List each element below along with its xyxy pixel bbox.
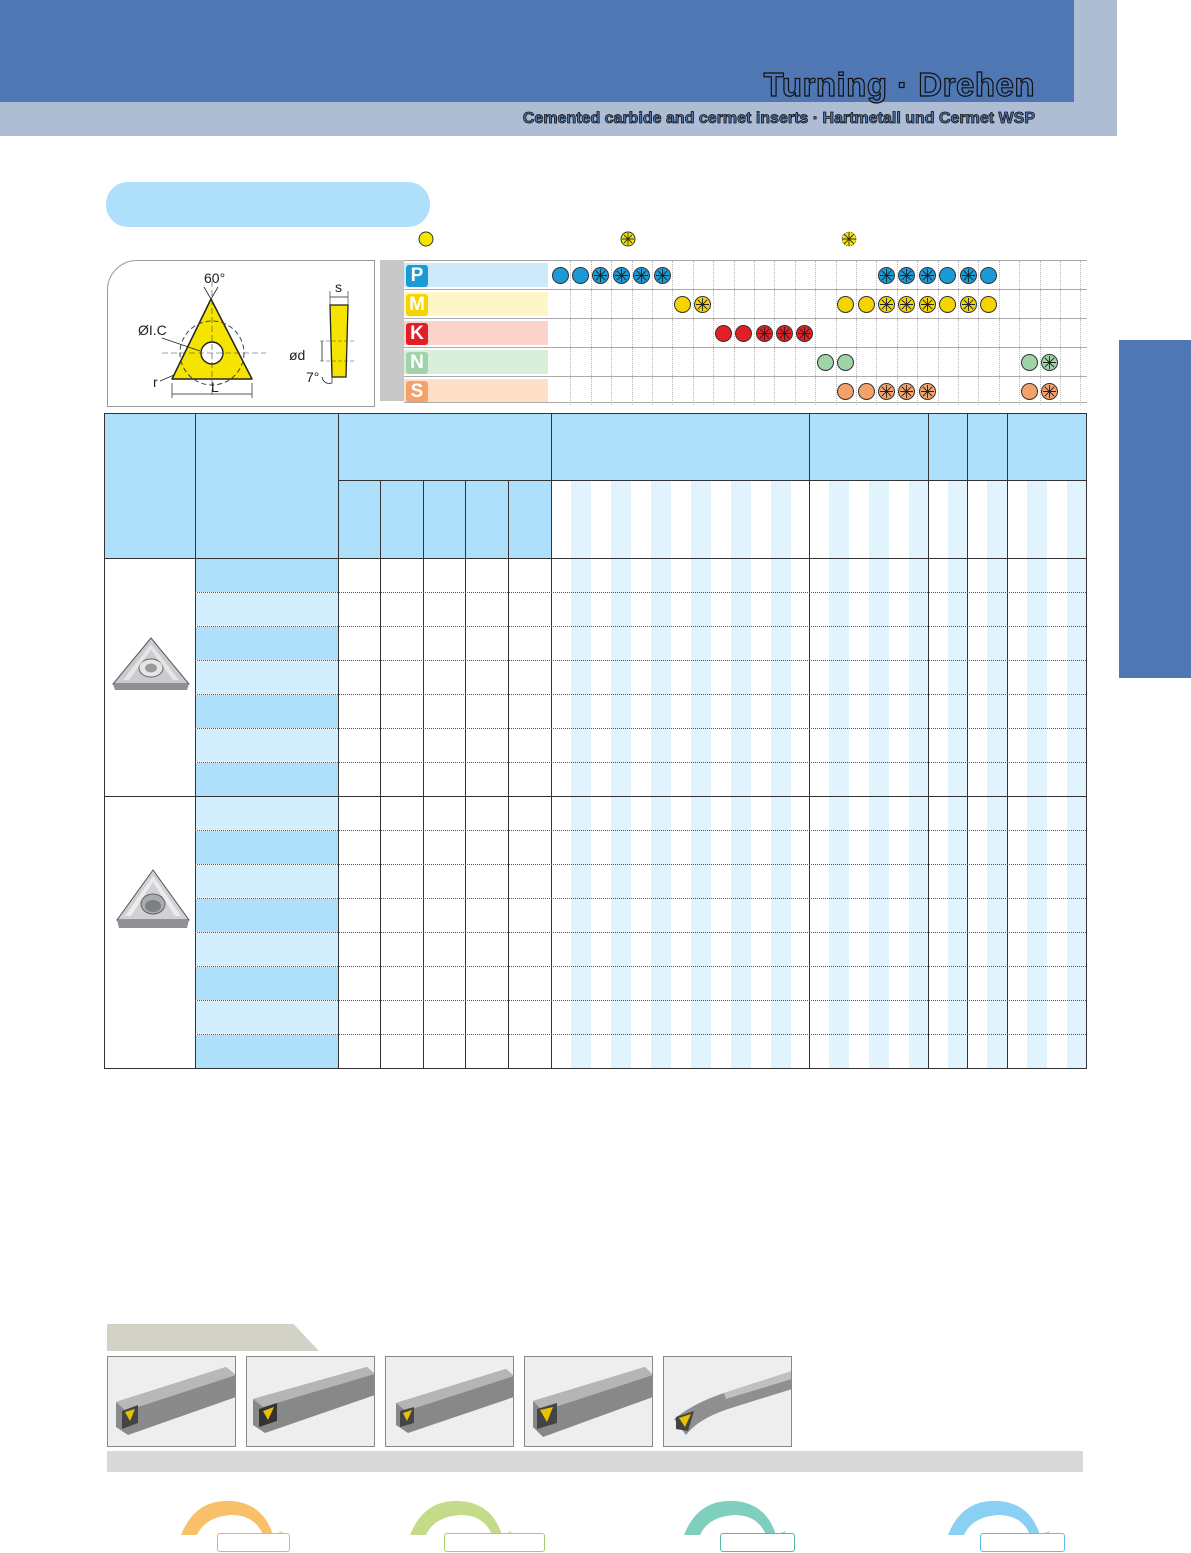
header-cell-dim-sub xyxy=(509,481,551,558)
column-divider xyxy=(967,414,968,1068)
insert-image-pressed xyxy=(113,864,193,930)
grade-column-stripe xyxy=(948,481,967,1068)
grade-star-dot-icon xyxy=(694,296,711,313)
grid-line xyxy=(1040,319,1041,347)
grid-line xyxy=(1080,290,1081,318)
grid-line xyxy=(999,348,1000,376)
designation-cell xyxy=(196,559,338,592)
grade-star-dot-icon xyxy=(613,267,630,284)
grid-line xyxy=(672,319,673,347)
designation-cell xyxy=(196,593,338,626)
grid-line xyxy=(856,261,857,289)
designation-cell xyxy=(196,1035,338,1068)
grid-line xyxy=(570,290,571,318)
grid-line xyxy=(570,319,571,347)
grade-star-dot-icon xyxy=(654,267,671,284)
grid-line xyxy=(815,290,816,318)
grid-line xyxy=(978,319,979,347)
grade-column-stripe xyxy=(691,481,711,1068)
material-letter-k: K xyxy=(406,323,428,345)
material-cells xyxy=(550,348,1087,376)
grade-dot-icon xyxy=(980,267,997,284)
grade-column-stripe xyxy=(771,481,791,1068)
grid-line xyxy=(836,261,837,289)
grid-line xyxy=(1080,319,1081,347)
grid-line xyxy=(1060,290,1061,318)
grid-line xyxy=(815,261,816,289)
grid-line xyxy=(734,377,735,405)
designation-cell xyxy=(196,967,338,1000)
grid-line xyxy=(856,290,857,318)
designation-cell xyxy=(196,933,338,966)
designation-cell xyxy=(196,1001,338,1034)
green-flow-box xyxy=(444,1533,545,1552)
grid-line xyxy=(632,348,633,376)
grid-line xyxy=(856,348,857,376)
material-label-bg xyxy=(404,292,548,316)
grid-line xyxy=(611,290,612,318)
grid-line xyxy=(1060,377,1061,405)
grid-line xyxy=(999,261,1000,289)
material-row-s xyxy=(404,376,1087,404)
grid-line xyxy=(917,319,918,347)
grade-dot-icon xyxy=(735,325,752,342)
material-row-p xyxy=(404,260,1087,288)
grade-star-dot-icon xyxy=(898,383,915,400)
grid-line xyxy=(713,290,714,318)
grade-star-dot-icon xyxy=(919,296,936,313)
grid-line xyxy=(591,290,592,318)
designation-cell xyxy=(196,729,338,762)
grid-line xyxy=(672,261,673,289)
grade-star-dot-icon xyxy=(878,383,895,400)
grid-line xyxy=(1040,290,1041,318)
grade-star-dot-icon xyxy=(1041,354,1058,371)
grid-line xyxy=(693,319,694,347)
header-cell-grades-a xyxy=(552,414,809,480)
grid-line xyxy=(754,348,755,376)
grade-star-dot-icon xyxy=(633,267,650,284)
grade-column-stripe xyxy=(1067,481,1086,1068)
header-side-block xyxy=(1074,0,1117,136)
grade-star-dot-icon xyxy=(960,267,977,284)
grid-line xyxy=(795,377,796,405)
grid-line xyxy=(734,261,735,289)
grid-line xyxy=(938,377,939,405)
designation-cell xyxy=(196,695,338,728)
column-divider xyxy=(1007,414,1008,1068)
grid-line xyxy=(999,290,1000,318)
column-divider xyxy=(508,481,509,1068)
insert-image-ground xyxy=(109,634,193,694)
designation-cell xyxy=(196,899,338,932)
grade-star-dot-icon xyxy=(592,267,609,284)
material-application-grid xyxy=(404,260,1087,403)
grade-star-dot-icon xyxy=(898,267,915,284)
grid-line xyxy=(774,348,775,376)
grid-line xyxy=(672,377,673,405)
grade-column-stripe xyxy=(987,481,1007,1068)
grid-line xyxy=(917,348,918,376)
grid-line xyxy=(591,377,592,405)
material-letter-p: P xyxy=(406,265,428,287)
grid-line xyxy=(652,348,653,376)
grade-dot-icon xyxy=(572,267,589,284)
d-label: ød xyxy=(289,347,306,363)
grade-dot-icon xyxy=(552,267,569,284)
teal-flow-box xyxy=(720,1533,795,1552)
grid-line xyxy=(734,290,735,318)
orange-flow-box xyxy=(217,1533,290,1552)
grid-line xyxy=(856,319,857,347)
grade-star-dot-icon xyxy=(776,325,793,342)
designation-cell xyxy=(196,661,338,694)
grade-column-stripe xyxy=(1027,481,1047,1068)
blue-flow-box xyxy=(980,1533,1065,1552)
grid-line xyxy=(570,348,571,376)
designation-cell xyxy=(196,831,338,864)
angle-top-label: 60° xyxy=(204,270,226,286)
grid-line xyxy=(1060,348,1061,376)
grid-line xyxy=(958,348,959,376)
grid-line xyxy=(958,377,959,405)
grid-line xyxy=(1080,377,1081,405)
material-cells xyxy=(550,377,1087,405)
grid-line xyxy=(672,348,673,376)
grid-line xyxy=(652,319,653,347)
header-cell-dim-sub xyxy=(381,481,423,558)
grid-line xyxy=(999,319,1000,347)
grid-line xyxy=(591,319,592,347)
grid-line xyxy=(713,377,714,405)
grid-line xyxy=(999,377,1000,405)
grid-line xyxy=(1060,261,1061,289)
grid-line xyxy=(632,290,633,318)
grid-line xyxy=(1080,348,1081,376)
section-tab[interactable] xyxy=(1119,340,1191,678)
grid-line xyxy=(774,377,775,405)
grid-line xyxy=(754,290,755,318)
grade-dot-icon xyxy=(980,296,997,313)
grid-line xyxy=(815,377,816,405)
page-title: Turning · Drehen xyxy=(763,66,1035,103)
r-label: r xyxy=(153,374,158,390)
s-label: s xyxy=(335,279,342,295)
grade-dot-icon xyxy=(715,325,732,342)
grid-line xyxy=(938,348,939,376)
material-row-k xyxy=(404,318,1087,346)
legend-circle-icon xyxy=(418,231,434,247)
page-subtitle: Cemented carbide and cermet inserts · Hartmetall und Cermet WSP xyxy=(522,110,1035,127)
grid-line xyxy=(795,348,796,376)
grade-dot-icon xyxy=(837,383,854,400)
grid-line xyxy=(611,319,612,347)
column-divider xyxy=(551,414,552,1068)
designation-cell xyxy=(196,797,338,830)
material-letter-m: M xyxy=(406,294,428,316)
legend-star-circle-icon xyxy=(620,231,636,247)
grade-column-stripe xyxy=(571,481,591,1068)
grade-dot-icon xyxy=(1021,383,1038,400)
material-row-n xyxy=(404,347,1087,375)
grade-dot-icon xyxy=(939,267,956,284)
grade-dot-icon xyxy=(939,296,956,313)
grid-line xyxy=(693,348,694,376)
grade-dot-icon xyxy=(674,296,691,313)
grade-star-dot-icon xyxy=(1041,383,1058,400)
column-divider xyxy=(338,414,339,1068)
grid-line xyxy=(591,348,592,376)
grid-line xyxy=(978,377,979,405)
grid-line xyxy=(734,348,735,376)
grade-dot-icon xyxy=(837,354,854,371)
grid-line xyxy=(713,261,714,289)
grid-line xyxy=(693,377,694,405)
grade-star-dot-icon xyxy=(756,325,773,342)
grid-line xyxy=(570,377,571,405)
grid-line xyxy=(958,290,959,318)
material-label-bg xyxy=(404,379,548,403)
toolholder-image-1 xyxy=(107,1356,236,1447)
insert-spec-table xyxy=(104,413,1087,1069)
grade-column-stripe xyxy=(731,481,751,1068)
header-cell-dim-sub xyxy=(466,481,508,558)
grid-line xyxy=(958,319,959,347)
grid-line xyxy=(897,348,898,376)
material-label-bg xyxy=(404,350,548,374)
header-cell-y xyxy=(968,414,1007,480)
ic-label: ØI.C xyxy=(138,322,167,338)
grid-line xyxy=(632,377,633,405)
material-cells xyxy=(550,319,1087,347)
grid-line xyxy=(836,319,837,347)
grid-line xyxy=(1080,261,1081,289)
grade-dot-icon xyxy=(1021,354,1038,371)
column-divider xyxy=(465,481,466,1068)
grid-line xyxy=(632,319,633,347)
grade-column-stripe xyxy=(909,481,928,1068)
material-grid-bottom xyxy=(404,402,1087,403)
bottom-divider xyxy=(107,1451,1083,1472)
grid-line xyxy=(876,319,877,347)
grid-line xyxy=(958,261,959,289)
section-pill xyxy=(106,182,430,227)
header-divider xyxy=(338,480,1086,481)
grid-line xyxy=(795,261,796,289)
column-divider xyxy=(423,481,424,1068)
l-label: L xyxy=(211,379,219,395)
grade-dot-icon xyxy=(858,296,875,313)
grade-star-dot-icon xyxy=(878,267,895,284)
toolholder-image-3 xyxy=(385,1356,514,1447)
grid-line xyxy=(774,261,775,289)
insert-drawing xyxy=(107,260,375,407)
material-label-bg xyxy=(404,321,548,345)
grid-line xyxy=(611,348,612,376)
toolholder-image-5 xyxy=(663,1356,792,1447)
grid-line xyxy=(1060,319,1061,347)
column-divider xyxy=(809,414,810,1068)
grid-line xyxy=(1019,319,1020,347)
material-cells xyxy=(550,290,1087,318)
header-cell-dim-sub xyxy=(424,481,465,558)
grid-line xyxy=(1040,261,1041,289)
grade-dot-icon xyxy=(817,354,834,371)
grade-star-dot-icon xyxy=(919,383,936,400)
grade-star-dot-icon xyxy=(878,296,895,313)
header-cell-z xyxy=(1008,414,1086,480)
header-cell-dimensions xyxy=(339,414,551,480)
grid-line xyxy=(754,319,755,347)
legend-burst-icon xyxy=(841,231,857,247)
header-cell-x xyxy=(929,414,967,480)
grid-line xyxy=(815,319,816,347)
grid-line xyxy=(611,377,612,405)
grid-line xyxy=(978,348,979,376)
grade-column-stripe xyxy=(611,481,631,1068)
toolholder-band xyxy=(107,1324,319,1351)
grade-star-dot-icon xyxy=(960,296,977,313)
designation-cell xyxy=(196,865,338,898)
grid-line xyxy=(876,348,877,376)
grade-star-dot-icon xyxy=(898,296,915,313)
grid-line xyxy=(856,377,857,405)
column-divider xyxy=(928,414,929,1068)
material-side-bar xyxy=(380,260,404,401)
material-letter-n: N xyxy=(406,352,428,374)
grid-line xyxy=(795,290,796,318)
designation-cell xyxy=(196,763,338,796)
grid-line xyxy=(938,319,939,347)
header-cell-grades-b xyxy=(810,414,928,480)
grid-line xyxy=(693,261,694,289)
grid-line xyxy=(652,377,653,405)
grade-star-dot-icon xyxy=(796,325,813,342)
header-cell-designation xyxy=(196,414,338,558)
grade-column-stripe xyxy=(829,481,849,1068)
grade-column-stripe xyxy=(869,481,889,1068)
grid-line xyxy=(652,290,653,318)
column-divider xyxy=(380,481,381,1068)
grid-line xyxy=(652,261,653,289)
grid-line xyxy=(713,348,714,376)
grid-line xyxy=(754,377,755,405)
material-label-bg xyxy=(404,263,548,287)
angle-side-label: 7° xyxy=(306,369,320,385)
material-letter-s: S xyxy=(406,381,428,403)
designation-cell xyxy=(196,627,338,660)
grid-line xyxy=(1019,261,1020,289)
grade-column-stripe xyxy=(651,481,671,1068)
grade-dot-icon xyxy=(837,296,854,313)
grid-line xyxy=(1019,290,1020,318)
grid-line xyxy=(754,261,755,289)
header-cell-dim-sub xyxy=(339,481,380,558)
grade-star-dot-icon xyxy=(919,267,936,284)
grade-dot-icon xyxy=(858,383,875,400)
grid-line xyxy=(774,290,775,318)
material-row-m xyxy=(404,289,1087,317)
toolholder-image-4 xyxy=(524,1356,653,1447)
toolholder-image-2 xyxy=(246,1356,375,1447)
grid-line xyxy=(897,319,898,347)
header-cell-image xyxy=(105,414,195,558)
material-cells xyxy=(550,261,1087,289)
